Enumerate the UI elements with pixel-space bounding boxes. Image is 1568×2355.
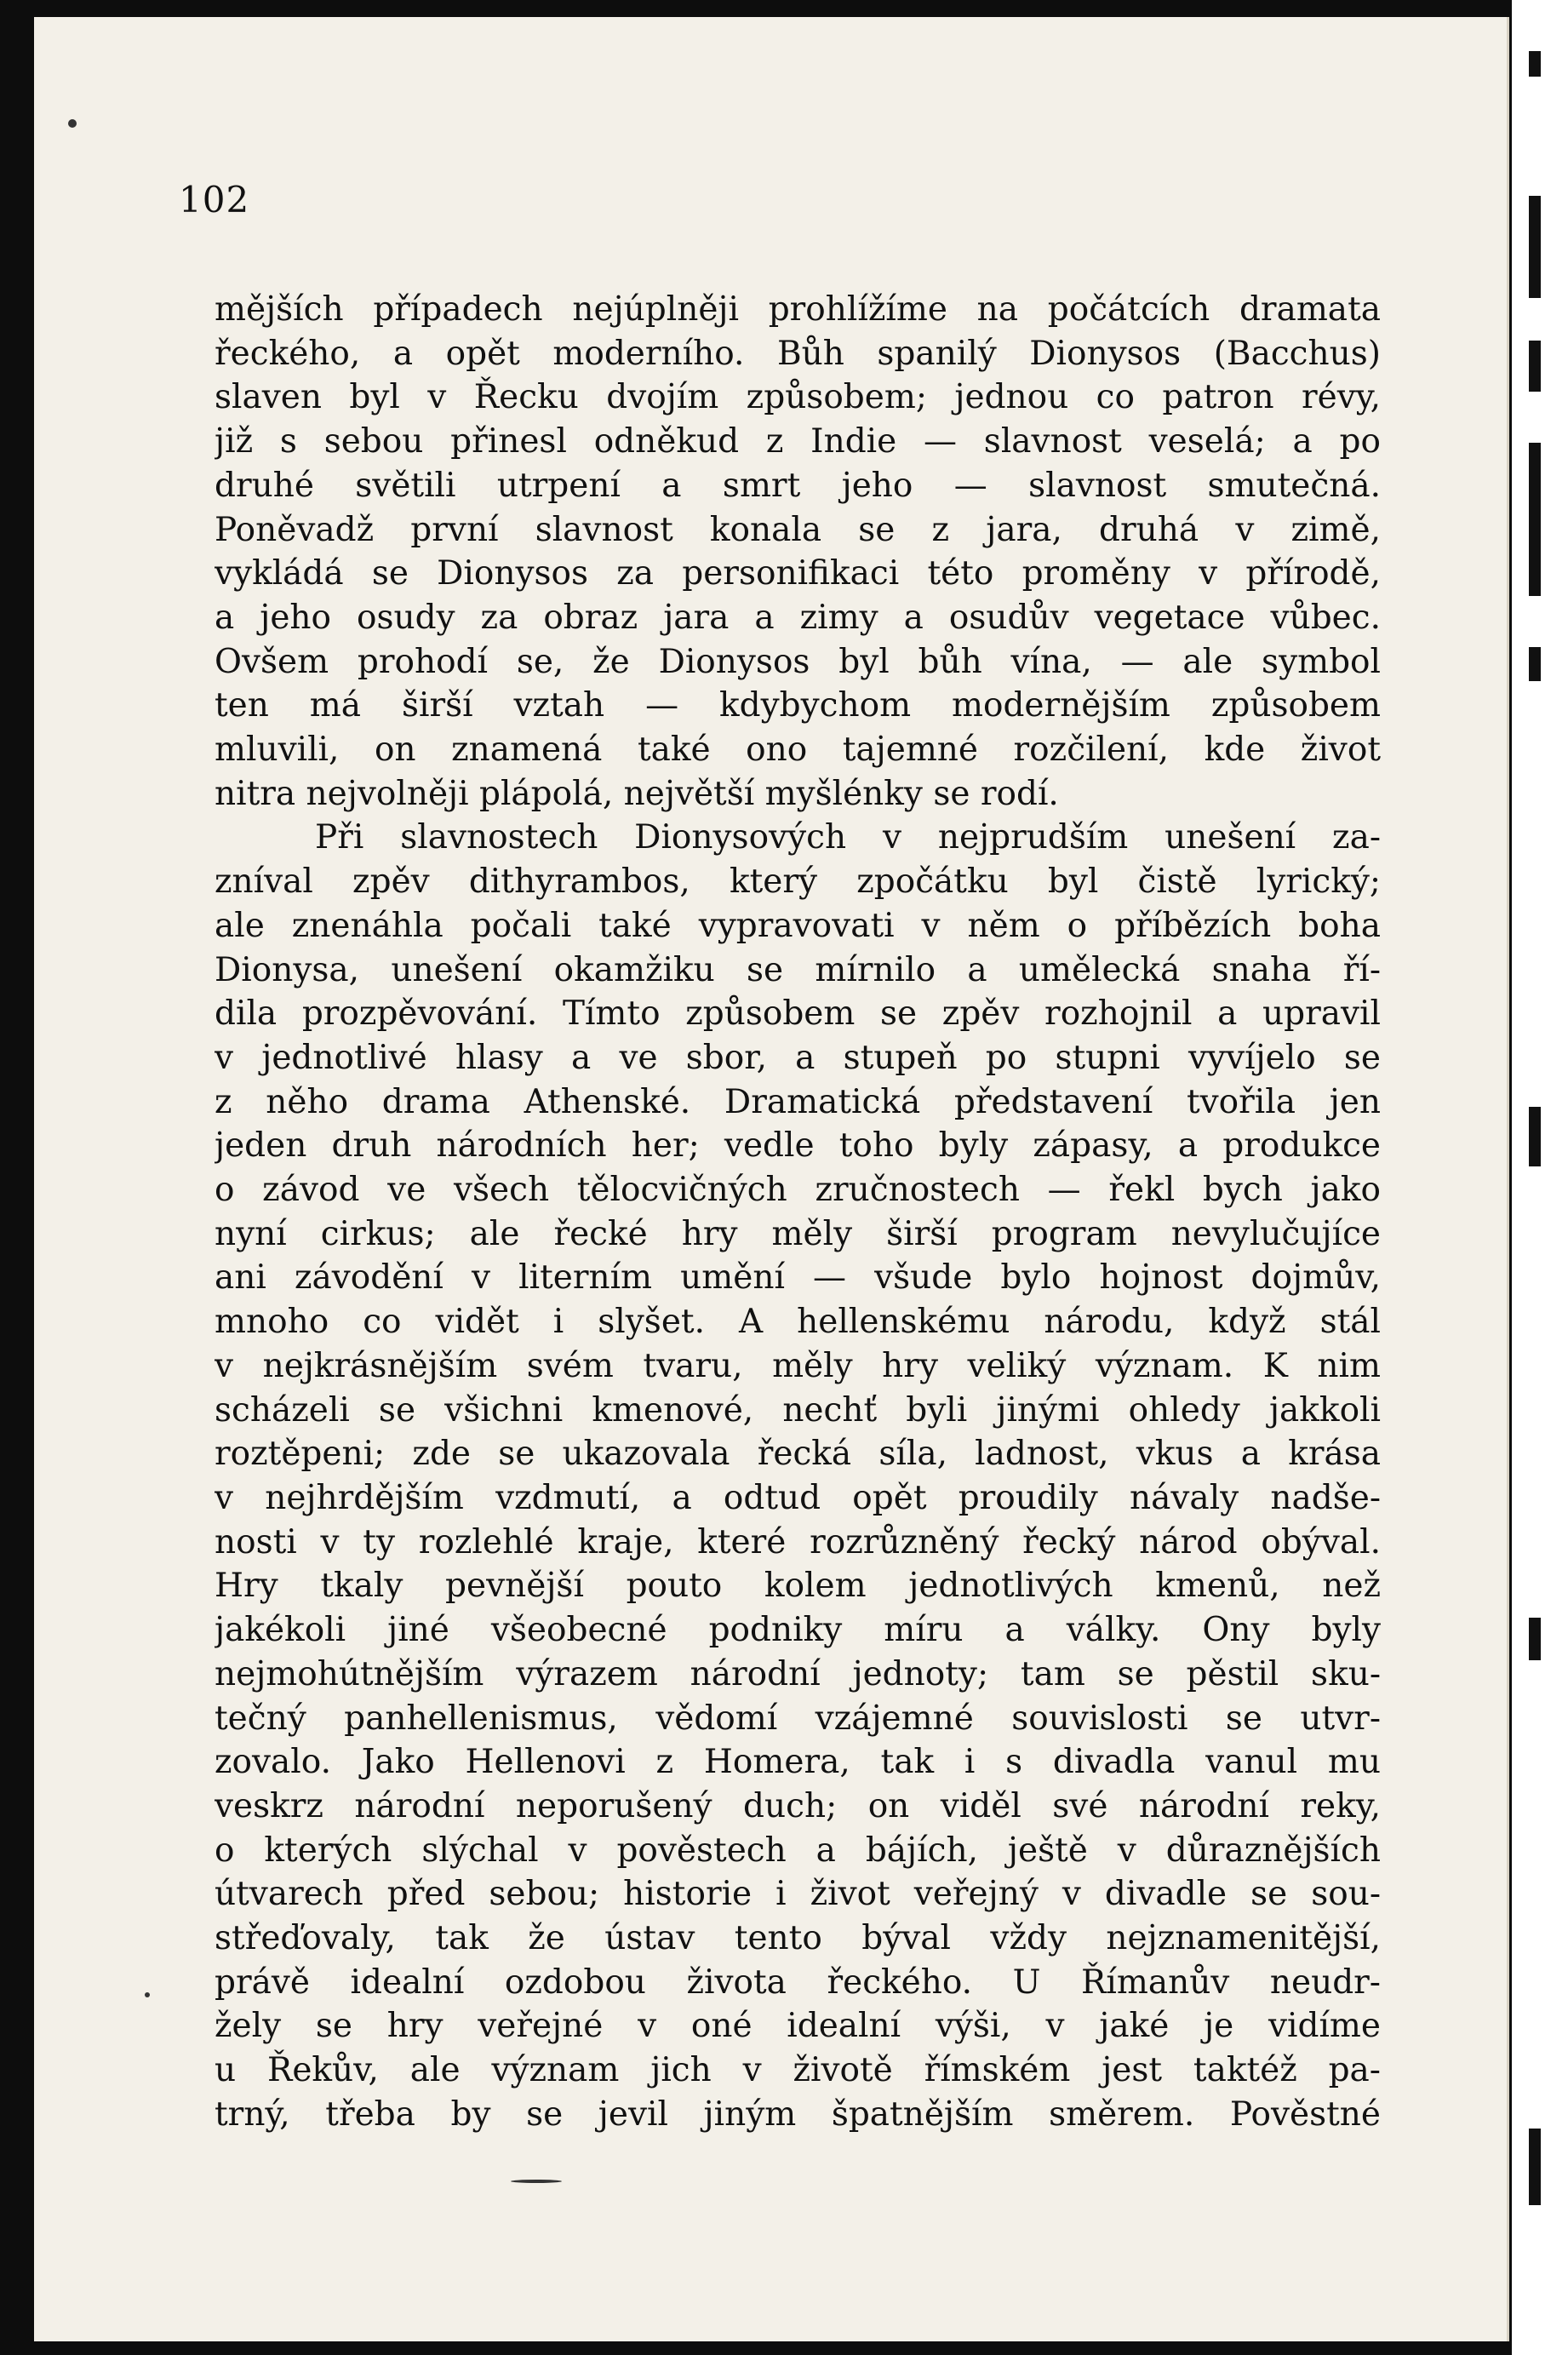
scan-speck [68, 119, 77, 128]
binding-edge [1512, 0, 1568, 2355]
text-line: zovalo. Jako Hellenovi z Homera, tak i s divadla vanul mu [215, 1743, 1381, 1782]
text-line: jeden druh národních her; vedle toho byly zápasy, a produkce [215, 1126, 1381, 1166]
text-line: tečný panhellenismus, vědomí vzájemné souvislosti se utvr- [215, 1699, 1381, 1738]
text-line: trný, třeba by se jevil jiným špatnějším směrem. Pověstné [215, 2094, 1381, 2134]
text-line: vykládá se Dionysos za personifikaci této proměny v přírodě, [215, 554, 1381, 593]
binding-mark [1529, 1618, 1541, 1660]
text-line: nejmohútnějším výrazem národní jednoty; tam se pěstil sku- [215, 1654, 1381, 1693]
scan-speck [511, 2180, 562, 2183]
text-line: Hry tkaly pevnější pouto kolem jednotlivých kmenů, než [215, 1567, 1381, 1606]
text-line: mluvili, on znamená také ono tajemné rozčilení, kde život [215, 731, 1381, 770]
text-line: mnoho co vidět i slyšet. A hellenskému národu, když stál [215, 1303, 1381, 1342]
text-line: slaven byl v Řecku dvojím způsobem; jednou co patron révy, [215, 378, 1381, 417]
text-line: a jeho osudy za obraz jara a zimy a osudův vegetace vůbec. [215, 598, 1381, 637]
text-line: v nejkrásnějším svém tvaru, měly hry veliký význam. K nim [215, 1346, 1381, 1385]
book-page [34, 17, 1509, 2341]
page-number: 102 [179, 179, 250, 221]
text-line: mějších případech nejúplněji prohlížíme na počátcích dramata [215, 290, 1381, 329]
text-line: Při slavnostech Dionysových v nejprudším unešení za- [315, 818, 1381, 857]
binding-mark [1529, 2129, 1541, 2205]
binding-mark [1529, 1107, 1541, 1166]
text-line: dila prozpěvování. Tímto způsobem se zpěv rozhojnil a upravil [215, 994, 1381, 1034]
text-line: nosti v ty rozlehlé kraje, které rozrůzněný řecký národ obýval. [215, 1522, 1381, 1561]
text-line: právě idealní ozdobou života řeckého. U Římanův neudr- [215, 1962, 1381, 2002]
text-line: z něho drama Athenské. Dramatická představení tvořila jen [215, 1082, 1381, 1121]
binding-mark [1529, 51, 1541, 77]
text-line: u Řekův, ale význam jich v životě římském jest taktéž pa- [215, 2051, 1381, 2090]
binding-mark [1529, 647, 1541, 681]
text-line: o závod ve všech tělocvičných zručnostech — řekl bych jako [215, 1171, 1381, 1210]
text-line: ten má širší vztah — kdybychom modernějším způsobem [215, 686, 1381, 725]
text-line: nitra nejvolněji plápolá, největší myšlénky se rodí. [215, 774, 1059, 813]
text-line: již s sebou přinesl odněkud z Indie — slavnost veselá; a po [215, 422, 1381, 461]
body-text [215, 288, 1381, 2137]
text-line: druhé světili utrpení a smrt jeho — slavnost smutečná. [215, 466, 1381, 505]
text-line: ani závodění v literním umění — všude bylo hojnost dojmův, [215, 1258, 1381, 1298]
text-line: ale znenáhla počali také vypravovati v něm o příbězích boha [215, 906, 1381, 945]
text-line: Ovšem prohodí se, že Dionysos byl bůh vína, — ale symbol [215, 642, 1381, 681]
text-line: jakékoli jiné všeobecné podniky míru a války. Ony byly [215, 1611, 1381, 1650]
text-line: v jednotlivé hlasy a ve sbor, a stupeň po stupni vyvíjelo se [215, 1038, 1381, 1077]
text-line: žely se hry veřejné v oné idealní výši, v jaké je vidíme [215, 2007, 1381, 2046]
text-line: Poněvadž první slavnost konala se z jara, druhá v zimě, [215, 510, 1381, 549]
binding-mark [1529, 341, 1541, 392]
text-line: v nejhrdějším vzdmutí, a odtud opět proudily návaly nadše- [215, 1478, 1381, 1517]
binding-mark [1529, 443, 1541, 596]
text-line: Dionysa, unešení okamžiku se mírnilo a umělecká snaha ří- [215, 950, 1381, 989]
text-line: zníval zpěv dithyrambos, který zpočátku byl čistě lyrický; [215, 862, 1381, 902]
binding-mark [1529, 196, 1541, 298]
text-line: veskrz národní neporušený duch; on viděl své národní reky, [215, 1786, 1381, 1825]
scan-speck [145, 1992, 150, 1997]
text-line: scházeli se všichni kmenové, nechť byli jinými ohledy jakkoli [215, 1390, 1381, 1430]
text-line: útvarech před sebou; historie i život veřejný v divadle se sou- [215, 1875, 1381, 1914]
text-line: nyní cirkus; ale řecké hry měly širší program nevylučujíce [215, 1214, 1381, 1253]
text-line: řeckého, a opět moderního. Bůh spanilý Dionysos (Bacchus) [215, 334, 1381, 373]
text-line: o kterých slýchal v pověstech a bájích, ještě v důraznějších [215, 1831, 1381, 1870]
text-line: střeďovaly, tak že ústav tento býval vždy nejznamenitější, [215, 1919, 1381, 1958]
text-line: roztěpeni; zde se ukazovala řecká síla, ladnost, vkus a krása [215, 1435, 1381, 1474]
